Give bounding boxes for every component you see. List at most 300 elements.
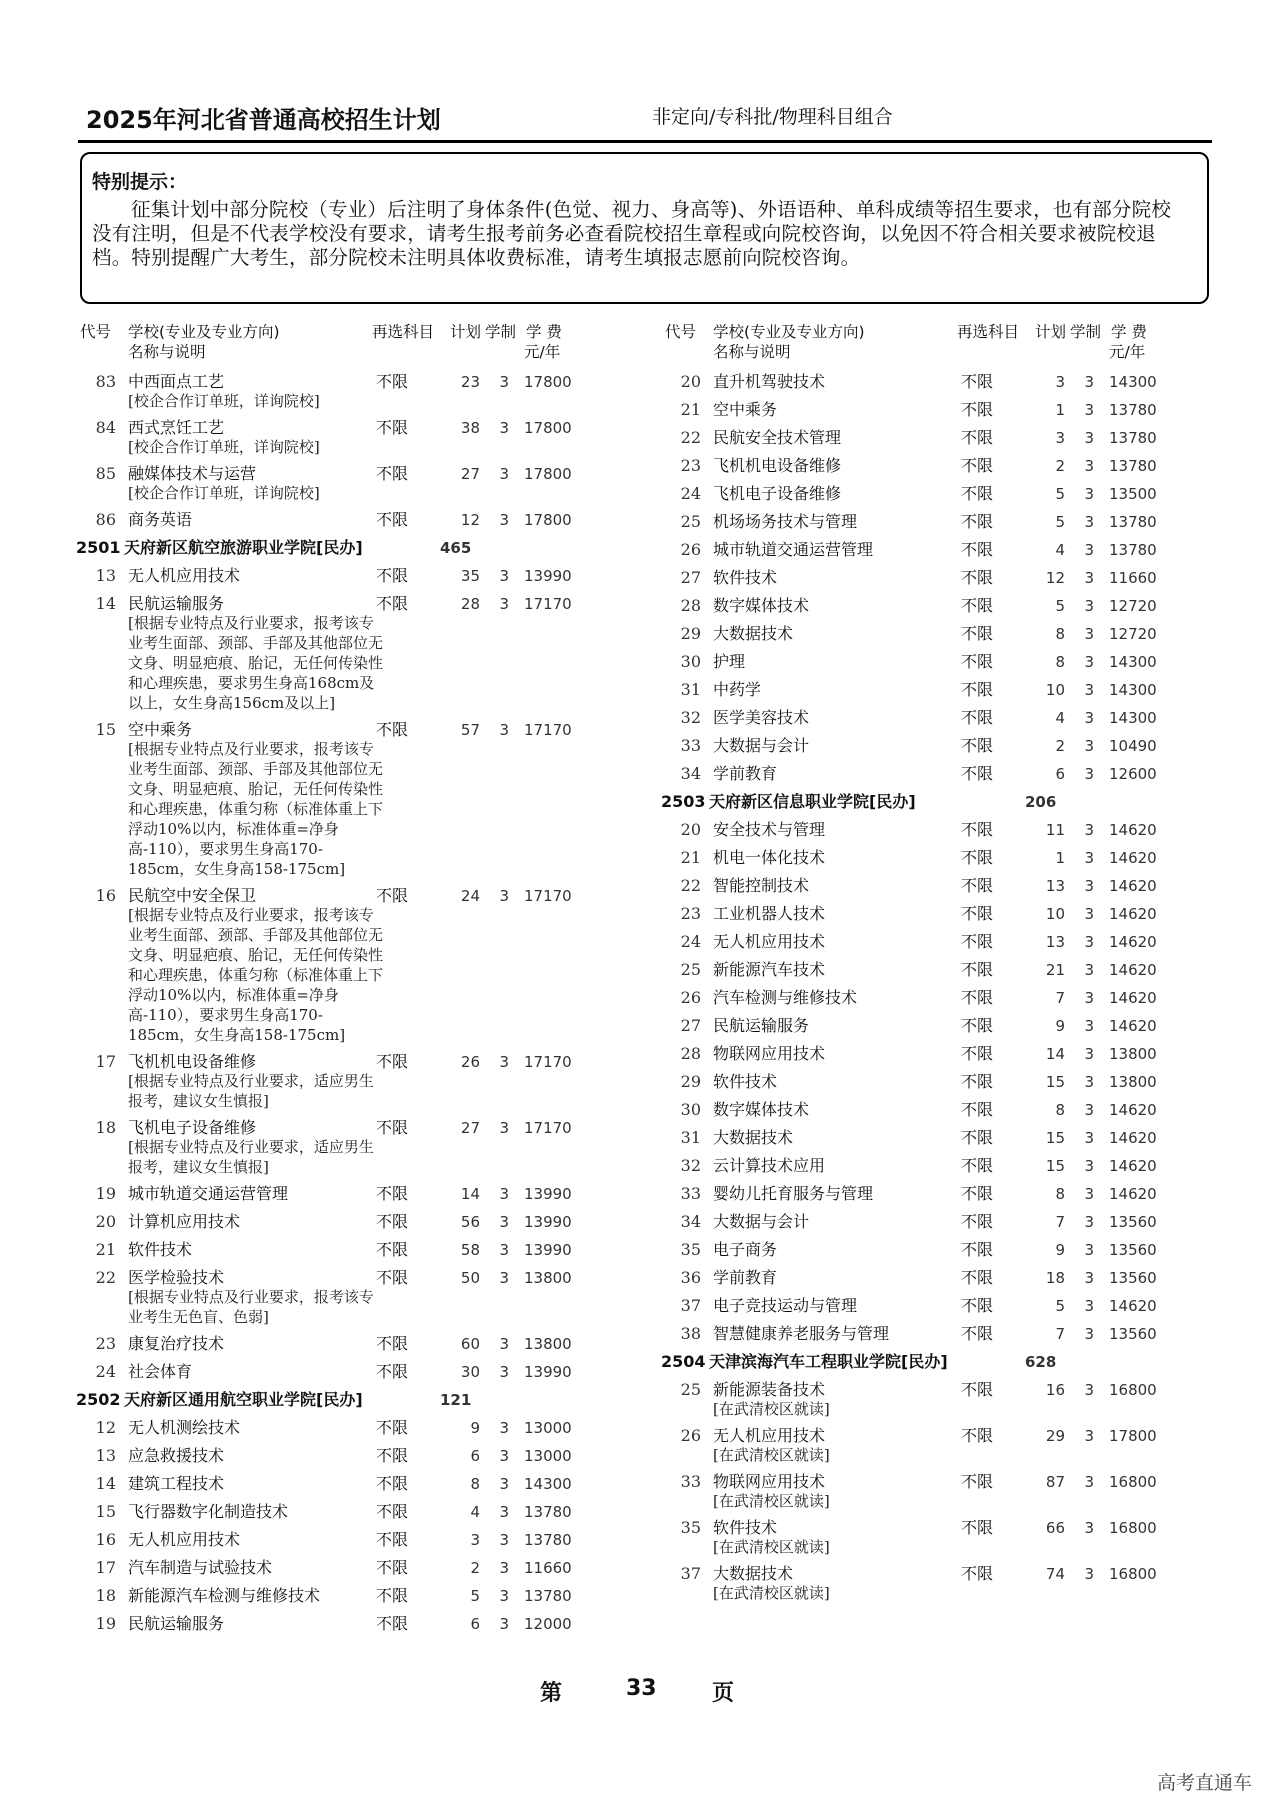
major-years: 3 — [499, 419, 509, 437]
major-note: [根据专业特点及行业要求，报考该专业考生无色盲、色弱] — [128, 1288, 374, 1326]
major-years: 3 — [1084, 1073, 1094, 1091]
major-fee: 14300 — [1109, 681, 1157, 699]
major-subject: 不限 — [961, 1324, 994, 1343]
major-fee: 14620 — [1109, 1157, 1157, 1175]
major-years: 3 — [1084, 765, 1094, 783]
major-code: 36 — [680, 1268, 701, 1287]
major-years: 3 — [1084, 933, 1094, 951]
major-subject: 不限 — [376, 1118, 409, 1137]
header-plan: 计划 — [1035, 323, 1067, 341]
major-years: 3 — [499, 1363, 509, 1381]
major-name: 婴幼儿托育服务与管理 — [713, 1184, 874, 1203]
major-name: 智慧健康养老服务与管理 — [713, 1324, 890, 1343]
major-plan: 6 — [470, 1615, 480, 1633]
major-row — [665, 1180, 1225, 1208]
major-note: [根据专业特点及行业要求，报考该专业考生面部、颈部、手部及其他部位无文身、明显疤痕、胎记，无任何传染性和心理疾患，要求男生身高168cm及以上，女生身高156cm及以上] — [128, 614, 384, 712]
major-note: [在武清校区就读] — [713, 1492, 830, 1510]
notice-body: 征集计划中部分院校（专业）后注明了身体条件(色觉、视力、身高等)、外语语种、单科成绩等招生要求，也有部分院校没有注明，但是不代表学校没有要求，请考生报考前务必查看院校招生章程或向院校咨询，以免因不符合相关要求被院校退档。特别提醒广大考生，部分院校未注明具体收费标准，请考生填报志愿前向院校咨询。 — [92, 198, 1172, 269]
major-fee: 14620 — [1109, 849, 1157, 867]
major-plan: 3 — [470, 1531, 480, 1549]
major-fee: 14620 — [1109, 1101, 1157, 1119]
major-code: 83 — [95, 372, 116, 391]
major-name: 民航安全技术管理 — [713, 428, 842, 447]
major-plan: 28 — [460, 595, 480, 613]
major-fee: 13560 — [1109, 1269, 1157, 1287]
major-plan: 5 — [1055, 485, 1065, 503]
major-note: [校企合作订单班，详询院校] — [128, 484, 320, 502]
major-name: 软件技术 — [713, 1072, 778, 1091]
major-years: 3 — [1084, 1241, 1094, 1259]
school-plan-total: 121 — [440, 1391, 472, 1409]
notice-box — [80, 152, 1209, 304]
major-years: 3 — [499, 511, 509, 529]
major-years: 3 — [499, 1241, 509, 1259]
major-fee: 13780 — [524, 1531, 572, 1549]
major-plan: 15 — [1045, 1129, 1065, 1147]
major-row — [665, 1040, 1225, 1068]
major-row — [80, 1330, 640, 1358]
major-name: 医学美容技术 — [713, 708, 810, 727]
table-header — [665, 322, 1225, 368]
major-plan: 5 — [1055, 513, 1065, 531]
major-code: 33 — [680, 1184, 701, 1203]
right-column — [661, 322, 1225, 1606]
major-code: 18 — [95, 1118, 116, 1137]
major-subject: 不限 — [376, 720, 409, 739]
major-code: 23 — [680, 904, 701, 923]
major-code: 31 — [680, 1128, 701, 1147]
major-fee: 17170 — [524, 1119, 572, 1137]
major-note: [根据专业特点及行业要求，适应男生报考，建议女生慎报] — [128, 1138, 374, 1176]
major-fee: 17800 — [524, 373, 572, 391]
major-fee: 12000 — [524, 1615, 572, 1633]
major-name: 中西面点工艺 — [128, 372, 225, 391]
school-name: 天府新区通用航空职业学院[民办] — [124, 1390, 363, 1409]
major-subject: 不限 — [376, 510, 409, 529]
major-fee: 13560 — [1109, 1241, 1157, 1259]
major-subject: 不限 — [961, 568, 994, 587]
page-number: 33 — [626, 1676, 657, 1701]
major-plan: 5 — [470, 1587, 480, 1605]
major-note: [在武清校区就读] — [713, 1446, 830, 1464]
major-plan: 16 — [1045, 1381, 1065, 1399]
major-fee: 14620 — [1109, 905, 1157, 923]
major-fee: 13780 — [1109, 513, 1157, 531]
school-row — [661, 1348, 1225, 1376]
major-subject: 不限 — [961, 1240, 994, 1259]
major-row — [665, 844, 1225, 872]
major-row — [80, 1236, 640, 1264]
major-subject: 不限 — [961, 904, 994, 923]
major-plan: 5 — [1055, 1297, 1065, 1315]
major-fee: 14620 — [1109, 1129, 1157, 1147]
major-fee: 13990 — [524, 1363, 572, 1381]
major-plan: 9 — [470, 1419, 480, 1437]
major-fee: 13000 — [524, 1447, 572, 1465]
major-years: 3 — [1084, 1427, 1094, 1445]
major-years: 3 — [1084, 597, 1094, 615]
major-row — [665, 1068, 1225, 1096]
major-code: 32 — [680, 708, 701, 727]
major-subject: 不限 — [961, 1016, 994, 1035]
major-subject: 不限 — [961, 624, 994, 643]
notice-title: 特别提示： — [92, 171, 188, 193]
major-years: 3 — [1084, 513, 1094, 531]
major-name: 汽车检测与维修技术 — [713, 988, 858, 1007]
major-code: 33 — [680, 736, 701, 755]
major-code: 26 — [680, 1426, 701, 1445]
major-fee: 17170 — [524, 1053, 572, 1071]
major-subject: 不限 — [961, 876, 994, 895]
major-fee: 13800 — [524, 1335, 572, 1353]
major-fee: 13990 — [524, 1241, 572, 1259]
major-row — [665, 1096, 1225, 1124]
header-code: 代号 — [80, 323, 112, 341]
major-code: 35 — [680, 1240, 701, 1259]
major-name: 城市轨道交通运营管理 — [128, 1184, 289, 1203]
major-name: 智能控制技术 — [713, 876, 810, 895]
major-plan: 4 — [470, 1503, 480, 1521]
major-fee: 11660 — [524, 1559, 572, 1577]
major-name: 民航运输服务 — [128, 594, 225, 613]
major-row — [665, 396, 1225, 424]
major-row — [80, 1358, 640, 1386]
major-plan: 23 — [460, 373, 480, 391]
major-fee: 14620 — [1109, 933, 1157, 951]
major-row — [665, 1292, 1225, 1320]
major-years: 3 — [1084, 709, 1094, 727]
major-row — [80, 1554, 640, 1582]
major-years: 3 — [1084, 877, 1094, 895]
major-subject: 不限 — [376, 1502, 409, 1521]
major-fee: 14620 — [1109, 1185, 1157, 1203]
major-fee: 12720 — [1109, 597, 1157, 615]
major-plan: 18 — [1045, 1269, 1065, 1287]
major-years: 3 — [1084, 569, 1094, 587]
major-years: 3 — [1084, 1213, 1094, 1231]
major-years: 3 — [1084, 1017, 1094, 1035]
major-years: 3 — [1084, 849, 1094, 867]
major-code: 37 — [680, 1296, 701, 1315]
major-name: 护理 — [713, 652, 746, 671]
major-name: 大数据与会计 — [713, 1212, 810, 1231]
major-plan: 2 — [470, 1559, 480, 1577]
major-plan: 12 — [1045, 569, 1065, 587]
major-code: 20 — [680, 820, 701, 839]
major-name: 建筑工程技术 — [128, 1474, 225, 1493]
major-name: 物联网应用技术 — [713, 1044, 826, 1063]
major-code: 19 — [95, 1614, 116, 1633]
major-plan: 8 — [1055, 625, 1065, 643]
major-fee: 13800 — [1109, 1045, 1157, 1063]
major-fee: 13560 — [1109, 1325, 1157, 1343]
major-row — [665, 1124, 1225, 1152]
major-row — [665, 1208, 1225, 1236]
major-row — [80, 1526, 640, 1554]
major-row — [80, 1208, 640, 1236]
major-name: 飞机电子设备维修 — [713, 484, 842, 503]
major-subject: 不限 — [376, 594, 409, 613]
major-years: 3 — [1084, 625, 1094, 643]
major-plan: 50 — [460, 1269, 480, 1287]
major-row — [80, 1470, 640, 1498]
major-code: 12 — [95, 1418, 116, 1437]
header-name-line2: 名称与说明 — [713, 343, 791, 361]
major-row — [665, 1264, 1225, 1292]
major-fee: 12600 — [1109, 765, 1157, 783]
major-name: 民航运输服务 — [128, 1614, 225, 1633]
major-plan: 1 — [1055, 849, 1065, 867]
major-years: 3 — [499, 1185, 509, 1203]
header-subject: 再选科目 — [372, 323, 435, 341]
major-years: 3 — [499, 1475, 509, 1493]
major-years: 3 — [499, 1559, 509, 1577]
major-name: 康复治疗技术 — [128, 1334, 225, 1353]
major-code: 27 — [680, 568, 701, 587]
school-row — [76, 1386, 640, 1414]
major-years: 3 — [1084, 905, 1094, 923]
school-name: 天府新区航空旅游职业学院[民办] — [124, 538, 363, 557]
header-fee-line2: 元/年 — [524, 343, 561, 361]
major-code: 37 — [680, 1564, 701, 1583]
major-code: 16 — [95, 886, 116, 905]
major-code: 17 — [95, 1558, 116, 1577]
major-fee: 13780 — [1109, 401, 1157, 419]
major-years: 3 — [499, 465, 509, 483]
major-plan: 6 — [1055, 765, 1065, 783]
major-row — [665, 676, 1225, 704]
major-subject: 不限 — [961, 540, 994, 559]
major-name: 机场场务技术与管理 — [713, 512, 858, 531]
major-years: 3 — [1084, 1381, 1094, 1399]
major-fee: 13990 — [524, 567, 572, 585]
major-years: 3 — [1084, 1101, 1094, 1119]
major-fee: 13800 — [1109, 1073, 1157, 1091]
major-name: 大数据技术 — [713, 1564, 794, 1583]
major-code: 19 — [95, 1184, 116, 1203]
major-years: 3 — [1084, 457, 1094, 475]
school-code: 2504 — [661, 1352, 706, 1371]
major-code: 23 — [680, 456, 701, 475]
major-years: 3 — [1084, 1157, 1094, 1175]
major-plan: 7 — [1055, 989, 1065, 1007]
major-row — [665, 480, 1225, 508]
major-plan: 57 — [460, 721, 480, 739]
major-subject: 不限 — [961, 1044, 994, 1063]
major-name: 无人机测绘技术 — [128, 1418, 241, 1437]
major-row — [665, 872, 1225, 900]
major-years: 3 — [499, 1269, 509, 1287]
header-name-line1: 学校(专业及专业方向) — [128, 323, 280, 341]
major-subject: 不限 — [376, 418, 409, 437]
major-row — [665, 1152, 1225, 1180]
major-code: 23 — [95, 1334, 116, 1353]
major-years: 3 — [499, 373, 509, 391]
major-note: [根据专业特点及行业要求，适应男生报考，建议女生慎报] — [128, 1072, 374, 1110]
major-plan: 10 — [1045, 905, 1065, 923]
major-name: 电子商务 — [713, 1240, 778, 1259]
major-fee: 14300 — [1109, 653, 1157, 671]
major-row — [665, 620, 1225, 648]
major-plan: 9 — [1055, 1017, 1065, 1035]
left-column — [76, 322, 640, 1638]
major-subject: 不限 — [961, 1296, 994, 1315]
major-fee: 16800 — [1109, 1565, 1157, 1583]
major-row — [665, 900, 1225, 928]
major-subject: 不限 — [376, 1614, 409, 1633]
major-code: 18 — [95, 1586, 116, 1605]
major-plan: 1 — [1055, 401, 1065, 419]
major-code: 14 — [95, 594, 116, 613]
major-subject: 不限 — [961, 596, 994, 615]
major-subject: 不限 — [961, 428, 994, 447]
major-name: 中药学 — [713, 680, 762, 699]
major-fee: 14620 — [1109, 1297, 1157, 1315]
major-plan: 15 — [1045, 1073, 1065, 1091]
major-years: 3 — [499, 1419, 509, 1437]
major-code: 14 — [95, 1474, 116, 1493]
major-subject: 不限 — [376, 1446, 409, 1465]
major-fee: 13780 — [1109, 457, 1157, 475]
major-name: 数字媒体技术 — [713, 596, 810, 615]
major-subject: 不限 — [961, 400, 994, 419]
major-code: 25 — [680, 1380, 701, 1399]
major-row — [665, 984, 1225, 1012]
major-name: 计算机应用技术 — [128, 1212, 241, 1231]
major-subject: 不限 — [961, 1426, 994, 1445]
major-years: 3 — [1084, 429, 1094, 447]
major-fee: 17800 — [524, 465, 572, 483]
major-plan: 3 — [1055, 429, 1065, 447]
major-subject: 不限 — [961, 736, 994, 755]
major-code: 28 — [680, 1044, 701, 1063]
major-plan: 56 — [460, 1213, 480, 1231]
page-prefix: 第 — [540, 1681, 563, 1706]
major-name: 软件技术 — [128, 1240, 193, 1259]
major-row — [665, 424, 1225, 452]
major-subject: 不限 — [961, 680, 994, 699]
major-code: 21 — [680, 848, 701, 867]
major-name: 新能源装备技术 — [713, 1380, 826, 1399]
major-name: 云计算技术应用 — [713, 1156, 826, 1175]
major-years: 3 — [499, 1531, 509, 1549]
major-row — [665, 1320, 1225, 1348]
major-name: 学前教育 — [713, 764, 778, 783]
major-subject: 不限 — [961, 1380, 994, 1399]
major-subject: 不限 — [376, 1530, 409, 1549]
major-code: 34 — [680, 1212, 701, 1231]
table-header — [80, 322, 640, 368]
major-subject: 不限 — [376, 1586, 409, 1605]
major-subject: 不限 — [376, 1558, 409, 1577]
major-years: 3 — [1084, 681, 1094, 699]
major-subject: 不限 — [376, 1418, 409, 1437]
major-row — [665, 732, 1225, 760]
major-subject: 不限 — [961, 456, 994, 475]
major-plan: 10 — [1045, 681, 1065, 699]
major-subject: 不限 — [376, 566, 409, 585]
major-note: [在武清校区就读] — [713, 1400, 830, 1418]
major-code: 38 — [680, 1324, 701, 1343]
major-plan: 13 — [1045, 877, 1065, 895]
major-years: 3 — [499, 1615, 509, 1633]
major-fee: 14300 — [1109, 709, 1157, 727]
major-subject: 不限 — [961, 1472, 994, 1491]
major-fee: 13500 — [1109, 485, 1157, 503]
major-fee: 13560 — [1109, 1213, 1157, 1231]
major-plan: 2 — [1055, 457, 1065, 475]
major-code: 85 — [95, 464, 116, 483]
major-years: 3 — [499, 595, 509, 613]
header-years: 学制 — [485, 323, 517, 341]
major-plan: 27 — [460, 1119, 480, 1137]
major-code: 13 — [95, 1446, 116, 1465]
major-subject: 不限 — [961, 1100, 994, 1119]
school-plan-total: 465 — [440, 539, 472, 557]
major-note: [在武清校区就读] — [713, 1584, 830, 1602]
major-code: 22 — [95, 1268, 116, 1287]
page-title: 2025年河北省普通高校招生计划 — [86, 106, 441, 134]
major-row — [665, 1236, 1225, 1264]
major-plan: 8 — [470, 1475, 480, 1493]
major-name: 社会体育 — [128, 1362, 193, 1381]
major-row — [665, 508, 1225, 536]
header-plan: 计划 — [450, 323, 482, 341]
major-plan: 87 — [1045, 1473, 1065, 1491]
major-code: 21 — [95, 1240, 116, 1259]
major-years: 3 — [499, 1119, 509, 1137]
major-plan: 7 — [1055, 1213, 1065, 1231]
major-name: 飞行器数字化制造技术 — [128, 1502, 289, 1521]
major-code: 26 — [680, 988, 701, 1007]
major-plan: 35 — [460, 567, 480, 585]
major-fee: 17800 — [524, 419, 572, 437]
header-divider — [78, 140, 1212, 143]
major-row — [665, 452, 1225, 480]
major-years: 3 — [1084, 653, 1094, 671]
major-code: 24 — [680, 484, 701, 503]
major-fee: 14620 — [1109, 1017, 1157, 1035]
major-code: 16 — [95, 1530, 116, 1549]
page-suffix: 页 — [712, 1681, 735, 1706]
major-plan: 29 — [1045, 1427, 1065, 1445]
major-code: 30 — [680, 1100, 701, 1119]
major-fee: 14300 — [524, 1475, 572, 1493]
major-years: 3 — [499, 1213, 509, 1231]
major-code: 25 — [680, 512, 701, 531]
school-code: 2502 — [76, 1390, 121, 1409]
major-name: 新能源汽车技术 — [713, 960, 826, 979]
major-years: 3 — [1084, 737, 1094, 755]
major-subject: 不限 — [961, 708, 994, 727]
major-years: 3 — [499, 1503, 509, 1521]
major-subject: 不限 — [376, 1362, 409, 1381]
major-years: 3 — [1084, 401, 1094, 419]
major-code: 35 — [680, 1518, 701, 1537]
major-plan: 3 — [1055, 373, 1065, 391]
major-code: 31 — [680, 680, 701, 699]
major-fee: 13990 — [524, 1185, 572, 1203]
major-name: 工业机器人技术 — [713, 904, 826, 923]
major-plan: 30 — [460, 1363, 480, 1381]
major-code: 20 — [95, 1212, 116, 1231]
major-name: 软件技术 — [713, 1518, 778, 1537]
major-code: 24 — [95, 1362, 116, 1381]
major-plan: 15 — [1045, 1157, 1065, 1175]
major-code: 30 — [680, 652, 701, 671]
major-plan: 6 — [470, 1447, 480, 1465]
major-row — [665, 564, 1225, 592]
